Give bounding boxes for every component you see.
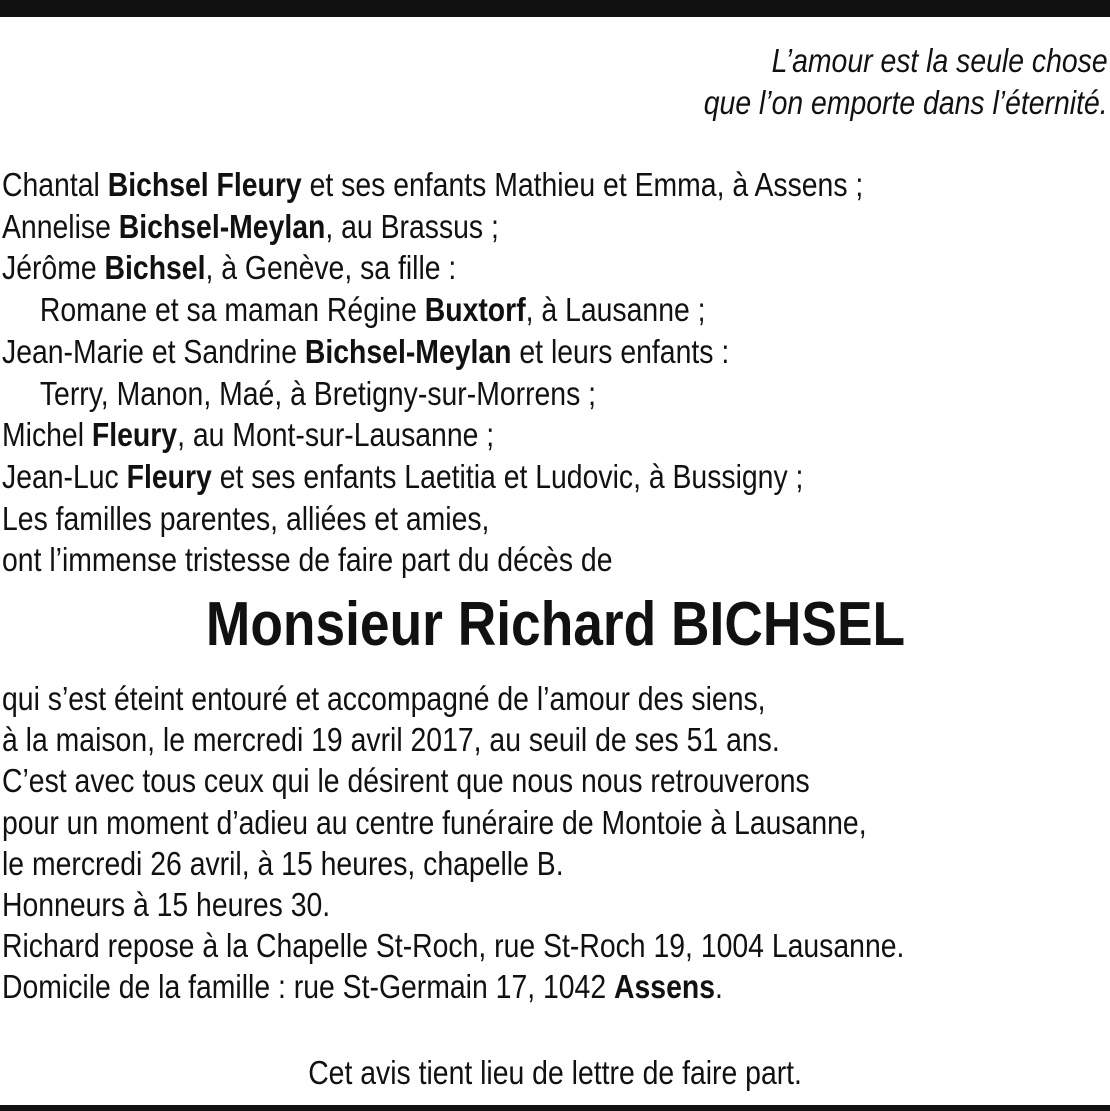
family-surname: Bichsel-Meylan <box>304 332 512 370</box>
family-text: Chantal <box>2 166 108 203</box>
family-text: Terry, Manon, Maé, à Bretigny-sur-Morrens ; <box>39 374 597 412</box>
details-line <box>2 884 904 925</box>
family-line <box>2 498 863 540</box>
closing-note <box>0 1052 1110 1094</box>
family-line <box>2 247 863 289</box>
family-text: et leurs enfants : <box>511 332 730 370</box>
details-text: le mercredi 26 avril, à 15 heures, chapelle B. <box>2 844 564 882</box>
family-text: Michel <box>2 416 92 454</box>
family-text: Jérôme <box>2 249 105 287</box>
family-line <box>2 331 863 373</box>
family-line <box>2 539 863 581</box>
family-line <box>2 164 863 206</box>
details-text: Richard repose à la Chapelle St-Roch, rue St-Roch 19, 1004 Lausanne. <box>2 927 905 965</box>
epigraph-line: que l’on emporte dans l’éternité. <box>704 84 1108 121</box>
details-line <box>2 760 904 801</box>
family-surname: Bichsel <box>104 249 206 287</box>
family-text: Les familles parentes, alliées et amies, <box>2 499 490 537</box>
family-text: , à Lausanne ; <box>525 291 706 329</box>
family-surname: Bichsel Fleury <box>107 166 302 203</box>
family-line <box>2 206 863 248</box>
deceased-name-text: Monsieur Richard BICHSEL <box>205 590 905 659</box>
family-surname: Fleury <box>126 457 212 495</box>
details-text: à la maison, le mercredi 19 avril 2017, au seuil de ses 51 ans. <box>2 721 780 759</box>
details-line <box>2 925 904 966</box>
closing-note-text: Cet avis tient lieu de lettre de faire part. <box>308 1054 802 1091</box>
details-line <box>2 678 904 719</box>
details-text: C’est avec tous ceux qui le désirent que nous nous retrouverons <box>2 762 810 800</box>
family-text: Jean-Luc <box>2 457 127 495</box>
details-text: pour un moment d’adieu au centre funéraire de Montoie à Lausanne, <box>2 803 867 841</box>
family-text: ont l’immense tristesse de faire part du décès de <box>2 541 613 579</box>
family-text: , au Brassus ; <box>325 207 499 245</box>
family-line <box>2 456 863 498</box>
details-line <box>2 719 904 760</box>
details-text: Honneurs à 15 heures 30. <box>2 886 331 924</box>
epigraph <box>704 40 1108 124</box>
family-text: et ses enfants Laetitia et Ludovic, à Bussigny ; <box>211 457 804 495</box>
funeral-details <box>2 678 904 1008</box>
details-text: . <box>714 968 723 1006</box>
details-text: Domicile de la famille : rue St-Germain 17, 1042 <box>2 968 615 1006</box>
bottom-border-rule <box>0 1105 1110 1111</box>
family-surname: Bichsel-Meylan <box>118 207 326 245</box>
family-surname: Fleury <box>91 416 178 454</box>
family-text: Jean-Marie et Sandrine <box>2 332 305 370</box>
family-text: , à Genève, sa fille : <box>205 249 457 287</box>
family-surname: Buxtorf <box>424 291 526 329</box>
top-border-rule <box>0 0 1110 17</box>
family-text: Romane et sa maman Régine <box>39 291 425 329</box>
family-line <box>2 373 863 415</box>
details-line <box>2 966 904 1007</box>
family-text: et ses enfants Mathieu et Emma, à Assens ; <box>301 166 864 203</box>
family-text: , au Mont-sur-Lausanne ; <box>177 416 495 454</box>
family-domicile-town: Assens <box>614 968 715 1006</box>
family-line <box>2 414 863 456</box>
family-list <box>2 164 863 581</box>
details-line <box>2 843 904 884</box>
family-line <box>2 289 863 331</box>
epigraph-line: L’amour est la seule chose <box>771 42 1108 79</box>
deceased-name <box>0 588 1110 662</box>
details-text: qui s’est éteint entouré et accompagné de l’amour des siens, <box>2 680 766 717</box>
family-text: Annelise <box>2 207 119 245</box>
details-line <box>2 802 904 843</box>
